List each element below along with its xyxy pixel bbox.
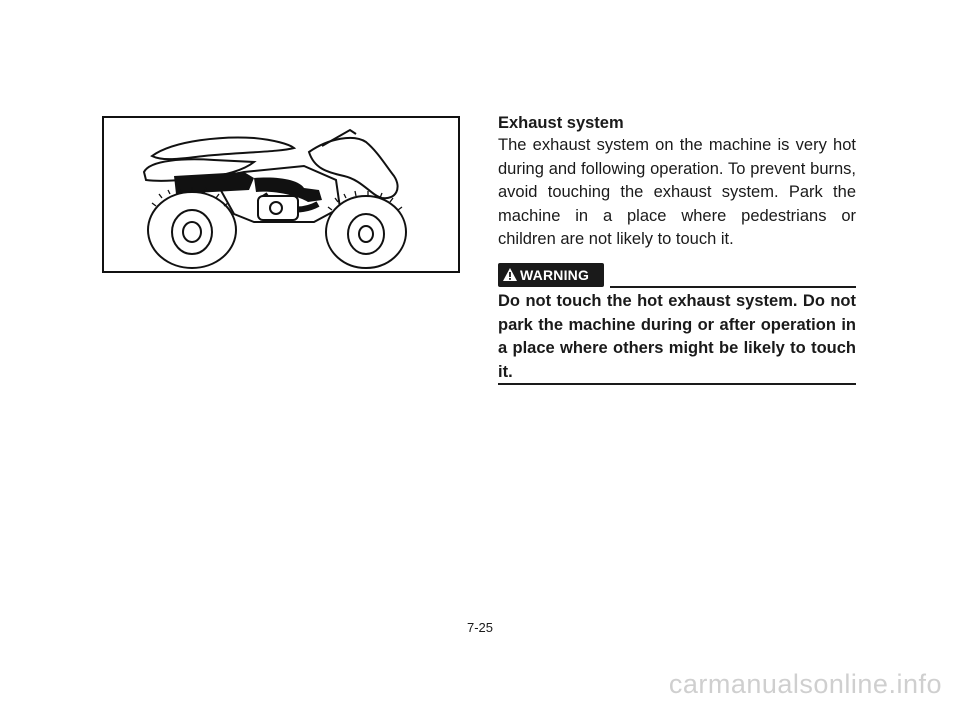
warning-header xyxy=(498,263,856,289)
warning-top-rule xyxy=(610,286,856,288)
warning-bottom-rule xyxy=(498,383,856,385)
page-number: 7-25 xyxy=(466,620,494,635)
section-heading: Exhaust system xyxy=(498,114,624,132)
atv-exhaust-illustration xyxy=(104,118,458,271)
exhaust-section xyxy=(498,112,856,252)
watermark: carmanualsonline.info xyxy=(668,669,942,699)
warning-badge xyxy=(498,263,604,287)
warning-triangle-icon xyxy=(502,267,518,283)
atv-illustration xyxy=(102,116,460,273)
section-body: The exhaust system on the machine is very hot during and following operation. To prevent burns, avoid touching the exhaust system. Park the machine in a place where pedestrians or children are not likely to touch it. xyxy=(498,136,856,248)
warning-text: Do not touch the hot exhaust system. Do not park the machine during or after operation in a place where others might be likely to touch it. xyxy=(498,292,856,381)
warning-label: WARNING xyxy=(520,267,590,283)
